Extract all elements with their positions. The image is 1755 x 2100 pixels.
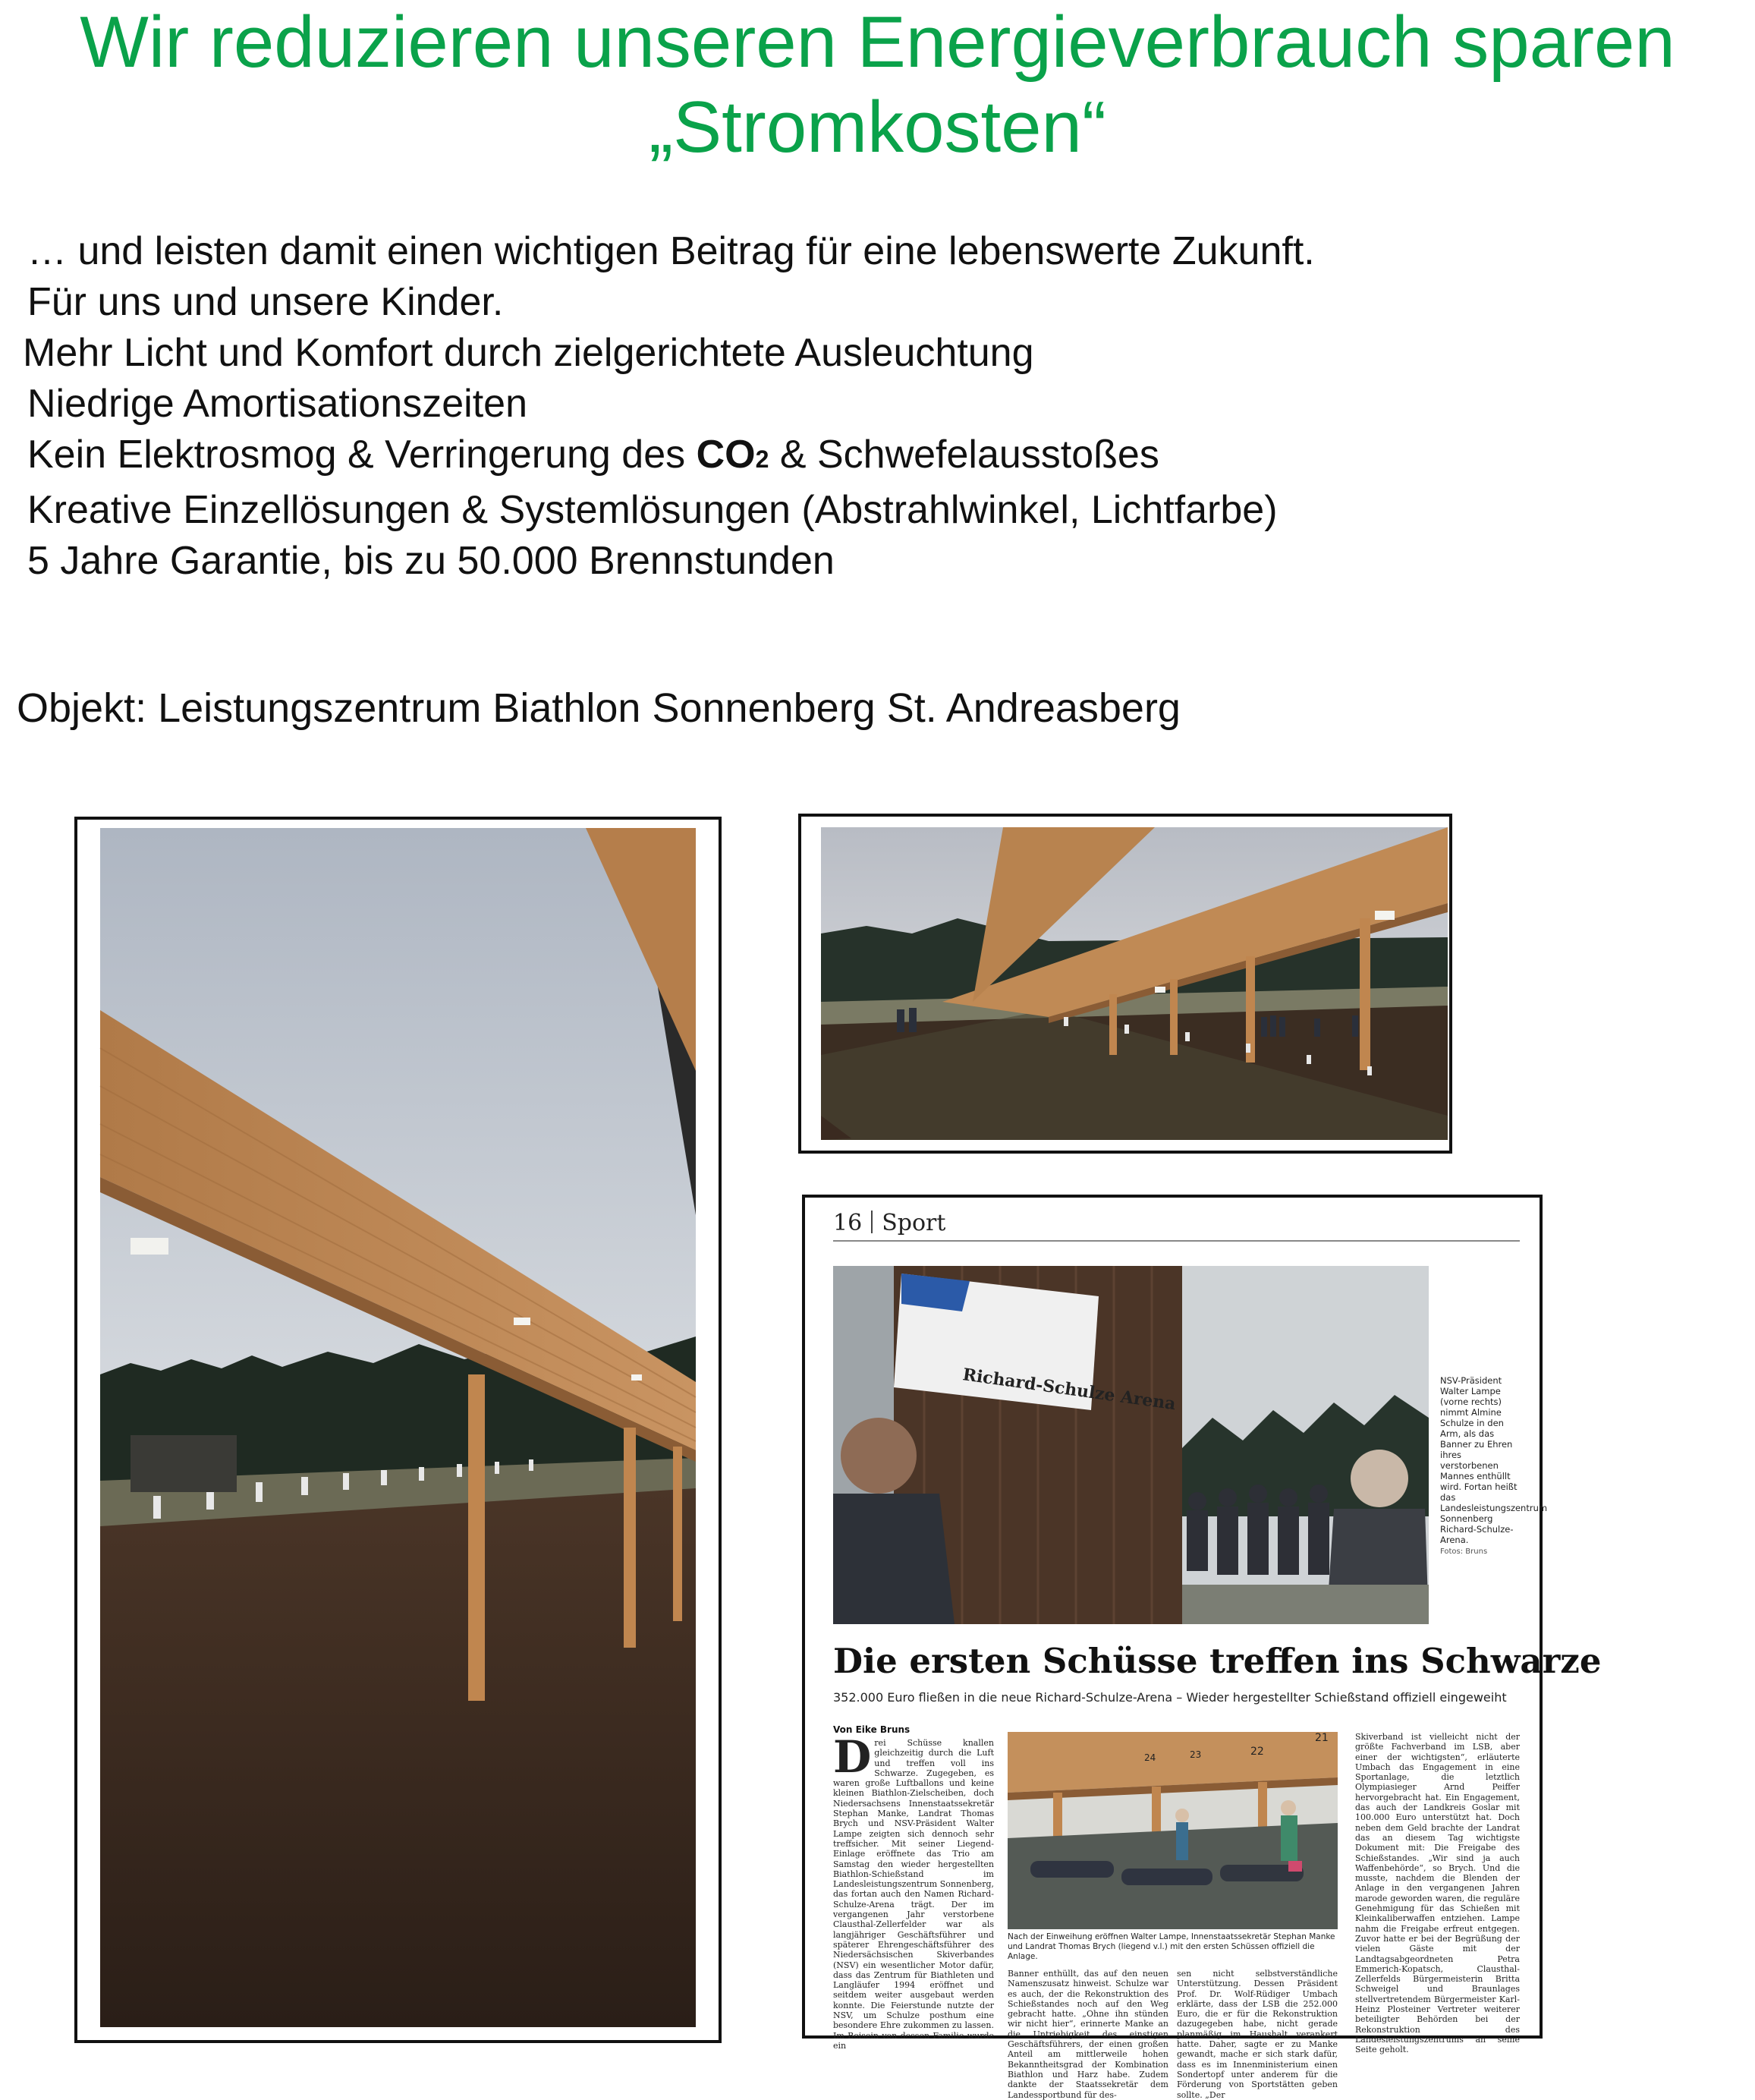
target-number-22: 22	[1250, 1746, 1264, 1758]
co2-label	[697, 433, 769, 477]
banner-text: Richard-Schulze Arena	[961, 1365, 1178, 1415]
article-column-3: sen nicht selbstverständliche Unterstützung. Dessen Präsident Prof. Dr. Wolf-Rüdiger Umbach erklärte, dass der LSB die 252.000 Euro, die er für die Rekonstruktion dazugegeben habe, nicht gerade planmäßig im Haushalt verankert hatte. Daher, sagte er zu Manke gewandt, mache er sich stark dafür, dass es im Innenministerium einen Sondertopf unter anderem für die Förderung von Sportstätten geben sollte. „Der	[1177, 1969, 1338, 2100]
article-author: Von Eike Bruns	[833, 1724, 911, 1735]
benefit-line-3: Mehr Licht und Komfort durch zielgerichtete Ausleuchtung	[23, 331, 1034, 375]
title-line-1: Wir reduzieren unseren Energieverbrauch sparen	[80, 2, 1675, 83]
benefit-line-2: Für uns und unsere Kinder.	[27, 280, 504, 324]
range-photo-wide	[821, 827, 1448, 1140]
newspaper-main-photo-image	[833, 1266, 1429, 1624]
range-photo-wide-image	[821, 827, 1448, 1140]
header-separator	[871, 1211, 873, 1233]
newspaper-main-photo	[833, 1266, 1429, 1624]
newspaper-section: Sport	[882, 1210, 946, 1236]
range-photo-tall-image	[100, 828, 696, 2027]
newspaper-header	[833, 1210, 945, 1236]
range-photo-tall	[100, 828, 696, 2027]
main-photo-caption-text: NSV-Präsident Walter Lampe (vorne rechts) nimmt Almine Schulze in den Arm, als das Banner zu Ehren ihres verstorbenen Mannes enthüllt wird. Fortan heißt das Landesleistungszentrum Sonnenberg Richard-Schulze-Arena.	[1440, 1375, 1548, 1545]
article-column-4: Skiverband ist vielleicht nicht der größte Fachverband im LSB, aber einer der wichtigsten“, erläuterte Umbach das Engagement in eine Sportanlage, die letztlich Olympiasieger Arnd Peiffer hervorgebracht hat. Ein Engagement, das auch der Landkreis Goslar mit 100.000 Euro unterstützt hat. Doch neben dem Geld brachte der Landrat das an diesem Tag wichtigste Dokument mit: Die Freigabe des Schießstandes. „Wir sind ja auch Waffenbehörde“, so Brych. Und die musste, nachdem die Blenden der Anlage in den vergangenen Jahren marode geworden waren, die reguläre Genehmigung für das Schießen mit Kleinkaliberwaffen entziehen. Lampe nahm die Freigabe erfreut entgegen. Zuvor hatte er bei der Begrüßung der vielen Gäste mit der Landtagsabgeordneten Petra Emmerich-Kopatsch, Clausthal-Zellerfelds Bürgermeisterin Britta Schweigel und Braunlages stellvertretendem Bürgermeister Karl-Heinz Plosteiner Vertreter weiterer beteiligter Behörden bei der Rekonstruktion des Landesleistungszentrums an seine Seite geholt.	[1355, 1732, 1520, 2055]
dropcap: D	[833, 1731, 872, 1783]
benefit-line-5-pre: Kein Elektrosmog & Verringerung des	[27, 433, 697, 477]
newspaper-page-number: 16	[833, 1210, 863, 1236]
newspaper-clipping	[833, 1201, 1602, 2100]
article-column-1-text: rei Schüsse knallen gleichzeitig durch die Luft und treffen voll ins Schwarze. Zugegeben, es waren große Luftballons und keine kleinen Biathlon-Zielscheiben, doch Niedersachsens Innenstaatssekretär Stephan Manke, Landrat Thomas Brych und NSV-Präsident Walter Lampe zeigten sich dennoch sehr treffsicher. Mit seiner Liegend-Einlage eröffnete das Trio am Samstag den wieder hergestellten Biathlon-Schießstand im Landesleistungszentrum Sonnenberg, das fortan auch den Namen Richard-Schulze-Arena trägt. Der im vergangenen Jahr verstorbene Clausthal-Zellerfelder war als langjähriger Geschäftsführer und späterer Ehrengeschäftsführer des Niedersächsischen Skiverbandes (NSV) ein wesentlicher Motor dafür, dass das Zentrum für Biathleten und Langläufer 1994 eröffnet und seitdem weiter ausgebaut werden konnte. Die Feierstunde nutzte der NSV, um Schulze posthum eine besondere Ehre zukommen zu lassen. Im Beisein von dessen Familie wurde ein	[833, 1738, 994, 2051]
second-photo-caption: Nach der Einweihung eröffnen Walter Lampe, Innenstaatssekretär Stephan Manke und Landrat Thomas Brych (liegend v.l.) mit den ersten Schüssen offiziell die Anlage.	[1008, 1932, 1335, 1961]
benefit-line-6: Kreative Einzellösungen & Systemlösungen (Abstrahlwinkel, Lichtfarbe)	[27, 488, 1278, 532]
benefit-line-7: 5 Jahre Garantie, bis zu 50.000 Brennstunden	[27, 539, 835, 583]
co2-subscript: 2	[755, 446, 769, 473]
newspaper-second-photo	[1008, 1732, 1338, 1929]
article-column-2: Banner enthüllt, das auf den neuen Namenszusatz hinweist. Schulze war es auch, der die Rekonstruktion des Schießstandes noch auf den Weg gebracht hatte. „Ohne ihn stünden wir nicht hier“, erinnerte Manke an die Untriebigkeit des einstigen Geschäftsführers, der einen großen Anteil am mittlerweile hohen Bekanntheitsgrad der Kombination Biathlon und Harz habe. Zudem dankte der Staatssekretär dem Landessportbund für des-	[1008, 1969, 1168, 2100]
object-label: Objekt: Leistungszentrum Biathlon Sonnenberg St. Andreasberg	[17, 685, 1181, 731]
target-number-21: 21	[1315, 1732, 1329, 1744]
co2-co: CO	[696, 433, 756, 477]
photo-credit: Fotos: Bruns	[1440, 1547, 1488, 1556]
main-photo-caption	[1440, 1375, 1548, 1557]
page-title	[0, 0, 1755, 170]
article-headline: Die ersten Schüsse treffen ins Schwarze	[833, 1641, 1602, 1681]
newspaper-second-photo-image	[1008, 1732, 1338, 1929]
article-subheadline: 352.000 Euro fließen in die neue Richard-Schulze-Arena – Wieder hergestellter Schießstand offiziell eingeweiht	[833, 1690, 1507, 1705]
benefit-line-1: … und leisten damit einen wichtigen Beitrag für eine lebenswerte Zukunft.	[27, 229, 1315, 273]
title-line-2: „Stromkosten“	[649, 87, 1106, 168]
benefit-line-5	[27, 430, 1315, 485]
target-number-23: 23	[1190, 1749, 1202, 1760]
target-number-24: 24	[1144, 1752, 1156, 1763]
article-column-1	[833, 1731, 994, 2051]
benefit-line-4: Niedrige Amortisationszeiten	[27, 382, 527, 426]
header-rule	[833, 1240, 1520, 1242]
benefit-line-5-post: & Schwefelausstoßes	[769, 433, 1159, 477]
benefit-list	[23, 226, 1315, 587]
